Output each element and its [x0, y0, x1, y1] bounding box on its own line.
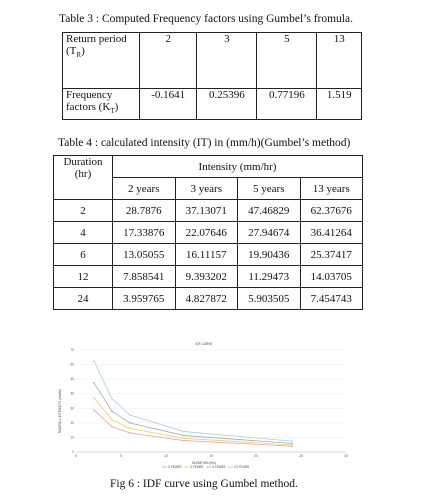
- idf-chart-svg: [54, 338, 354, 474]
- table-header-row: [54, 156, 363, 178]
- table-cell: 9.393202: [175, 266, 238, 288]
- table-row: [54, 222, 363, 244]
- data-point: [111, 419, 113, 421]
- legend-label: 5 YEARS: [212, 465, 226, 469]
- x-tick-label: 25: [299, 454, 303, 458]
- intensity-header: Intensity (mm/hr): [113, 156, 363, 178]
- table-cell: 4.827872: [175, 288, 238, 310]
- data-point: [291, 443, 293, 445]
- column-header: 2 years: [113, 178, 176, 200]
- data-point: [291, 444, 293, 446]
- legend-label: 2 YEARS: [168, 465, 182, 469]
- table-cell: 7.858541: [113, 266, 176, 288]
- row-label-return-period: Return period $(T_R)$: [63, 33, 140, 89]
- figure-caption: Fig 6 : IDF curve using Gumbel method.: [110, 478, 298, 490]
- duration-cell: 2: [54, 200, 113, 222]
- idf-chart: [54, 338, 354, 474]
- table-cell: -0.1641: [140, 89, 197, 120]
- series-line: [94, 383, 292, 444]
- legend-label: 13 YEARS: [234, 465, 250, 469]
- x-tick-label: 10: [164, 454, 168, 458]
- legend-label: 3 YEARS: [190, 465, 204, 469]
- duration-cell: 24: [54, 288, 113, 310]
- y-tick-label: 10: [70, 435, 74, 440]
- table-cell: 27.94674: [238, 222, 301, 244]
- data-point: [183, 431, 185, 433]
- data-point: [93, 382, 95, 384]
- data-point: [291, 440, 293, 442]
- data-point: [93, 397, 95, 399]
- table-cell: 19.90436: [238, 244, 301, 266]
- table-row: [54, 200, 363, 222]
- table4-caption: Table 4 : calculated intensity (IT) in (mm/h)(Gumbel’s method): [58, 137, 351, 149]
- x-tick-label: 5: [120, 454, 122, 458]
- duration-cell: 6: [54, 244, 113, 266]
- table-cell: 13: [317, 33, 362, 89]
- chart-title: IDF CURVE: [195, 342, 213, 346]
- y-tick-label: 40: [70, 391, 74, 396]
- data-point: [93, 409, 95, 411]
- y-tick-label: 30: [70, 406, 74, 411]
- y-tick-label: 70: [70, 348, 74, 352]
- table-cell: 2: [140, 33, 197, 89]
- table-cell: 14.03705: [300, 266, 363, 288]
- table-row: [54, 244, 363, 266]
- table-cell: 25.37417: [300, 244, 363, 266]
- table-cell: 17.33876: [113, 222, 176, 244]
- y-tick-label: 60: [70, 362, 74, 367]
- data-point: [129, 414, 131, 416]
- duration-header: Duration (hr): [54, 156, 113, 200]
- table3-caption: Table 3 : Computed Frequency factors using Gumbel’s fromula.: [59, 13, 353, 25]
- series-line: [94, 398, 292, 445]
- series-line: [94, 361, 292, 441]
- y-tick-label: 0: [72, 450, 74, 454]
- data-point: [93, 360, 95, 362]
- table-cell: 36.41264: [300, 222, 363, 244]
- y-axis-label: RAINFALL INTENSITY (mm/hr): [58, 388, 62, 434]
- table-cell: 5: [257, 33, 317, 89]
- table-cell: 47.46829: [238, 200, 301, 222]
- y-tick-label: 20: [70, 420, 74, 425]
- table-row: [54, 288, 363, 310]
- series-line: [94, 410, 292, 446]
- table-cell: 3.959765: [113, 288, 176, 310]
- x-tick-label: 20: [254, 454, 258, 458]
- intensity-table: [53, 155, 363, 310]
- data-point: [183, 438, 185, 440]
- data-point: [129, 428, 131, 430]
- table-row: [63, 33, 362, 89]
- table-cell: 3: [197, 33, 257, 89]
- x-axis-label: DURATION (hrs): [192, 461, 216, 465]
- data-point: [111, 410, 113, 412]
- x-tick-label: 30: [344, 454, 348, 458]
- table-cell: 28.7876: [113, 200, 176, 222]
- row-label-frequency-factors: Frequency factors $(K_T)$: [63, 89, 140, 120]
- data-point: [129, 422, 131, 424]
- data-point: [129, 432, 131, 434]
- x-tick-label: 15: [209, 454, 213, 458]
- table-cell: 0.25396: [197, 89, 257, 120]
- table-cell: 7.454743: [300, 288, 363, 310]
- table-cell: 16.11157: [175, 244, 238, 266]
- data-point: [183, 435, 185, 437]
- table-cell: 62.37676: [300, 200, 363, 222]
- frequency-factor-table: [62, 32, 362, 120]
- column-header: 3 years: [175, 178, 238, 200]
- table-cell: 22.07646: [175, 222, 238, 244]
- table-cell: 13.05055: [113, 244, 176, 266]
- table-row: [54, 266, 363, 288]
- data-point: [111, 426, 113, 428]
- table-cell: 37.13071: [175, 200, 238, 222]
- y-tick-label: 50: [70, 377, 74, 382]
- table-cell: 0.77196: [257, 89, 317, 120]
- table-cell: 1.519: [317, 89, 362, 120]
- x-tick-label: 0: [75, 454, 77, 458]
- data-point: [111, 398, 113, 400]
- table-row: [63, 89, 362, 120]
- duration-cell: 4: [54, 222, 113, 244]
- column-header: 5 years: [238, 178, 301, 200]
- data-point: [183, 440, 185, 442]
- column-header: 13 years: [300, 178, 363, 200]
- table-cell: 11.29473: [238, 266, 301, 288]
- duration-cell: 12: [54, 266, 113, 288]
- table-cell: 5.903505: [238, 288, 301, 310]
